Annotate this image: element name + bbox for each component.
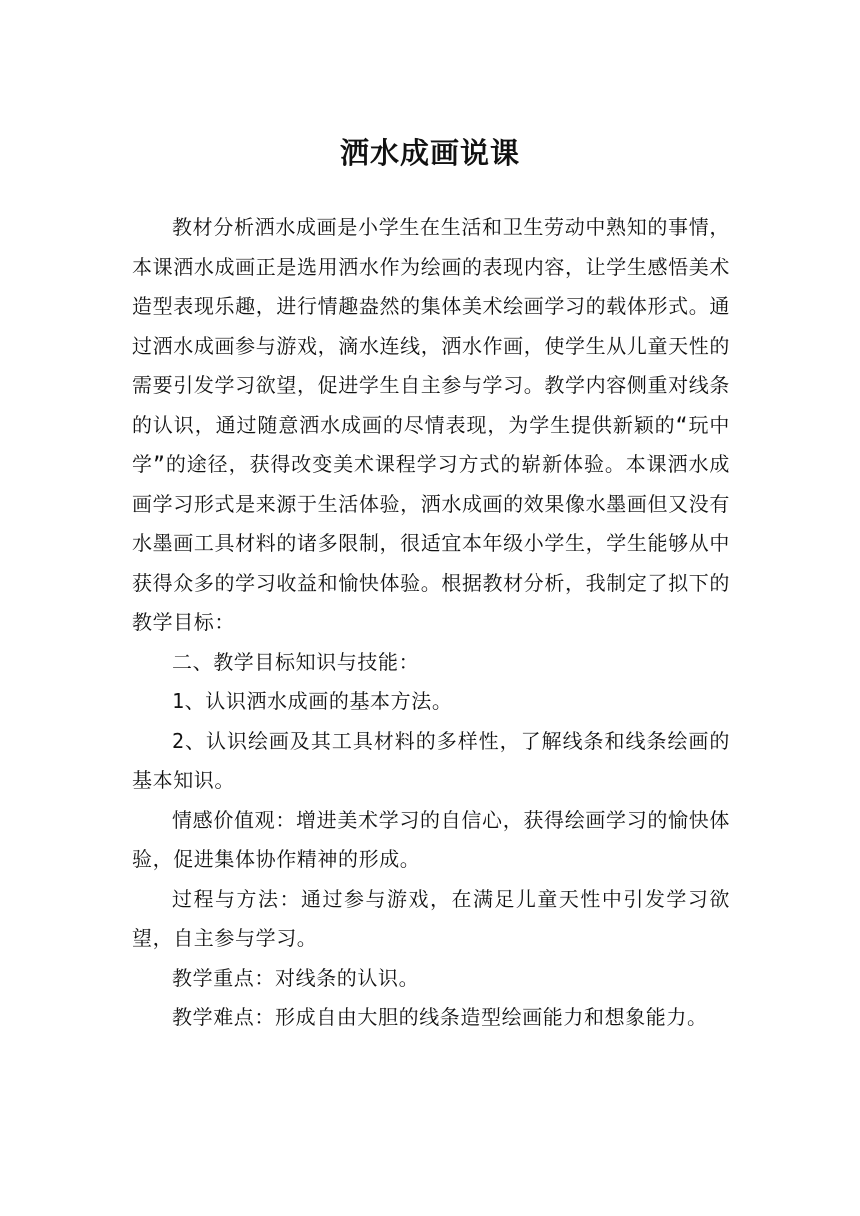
paragraph-objective-2: 2、认识绘画及其工具材料的多样性，了解线条和线条绘画的基本知识。 xyxy=(132,728,730,792)
paragraph-emotional-values: 情感价值观：增进美术学习的自信心，获得绘画学习的愉快体验，促进集体协作精神的形成。 xyxy=(132,807,730,871)
paragraph-key-point: 教学重点：对线条的认识。 xyxy=(172,965,420,990)
paragraph-difficult-point: 教学难点：形成自由大胆的线条造型绘画能力和想象能力。 xyxy=(172,1005,708,1029)
document-body xyxy=(132,208,730,1038)
paragraph-objective-1: 1、认识洒水成画的基本方法。 xyxy=(172,689,453,713)
paragraph-process-methods: 过程与方法：通过参与游戏，在满足儿童天性中引发学习欲望，自主参与学习。 xyxy=(132,886,730,950)
document-title: 洒水成画说课 xyxy=(339,136,520,170)
paragraph-objectives-heading: 二、教学目标知识与技能： xyxy=(172,649,420,674)
paragraph-textbook-analysis: 教材分析洒水成画是小学生在生活和卫生劳动中熟知的事情，本课洒水成画正是选用洒水作为绘画的表现内容，让学生感悟美术造型表现乐趣，进行情趣盎然的集体美术绘画学习的载体形式。通过洒水成画参与游戏，滴水连线，洒水作画，使学生从儿童天性的需要引发学习欲望，促进学生自主参与学习。教学内容侧重对线条的认识，通过随意洒水成画的尽情表现，为学生提供新颖的“玩中学”的途径，获得改变美术课程学习方式的崭新体验。本课洒水成画学习形式是来源于生活体验，洒水成画的效果像水墨画但又没有水墨画工具材料的诸多限制，很适宜本年级小学生，学生能够从中获得众多的学习收益和愉快体验。根据教材分析，我制定了拟下的教学目标： xyxy=(132,215,730,634)
